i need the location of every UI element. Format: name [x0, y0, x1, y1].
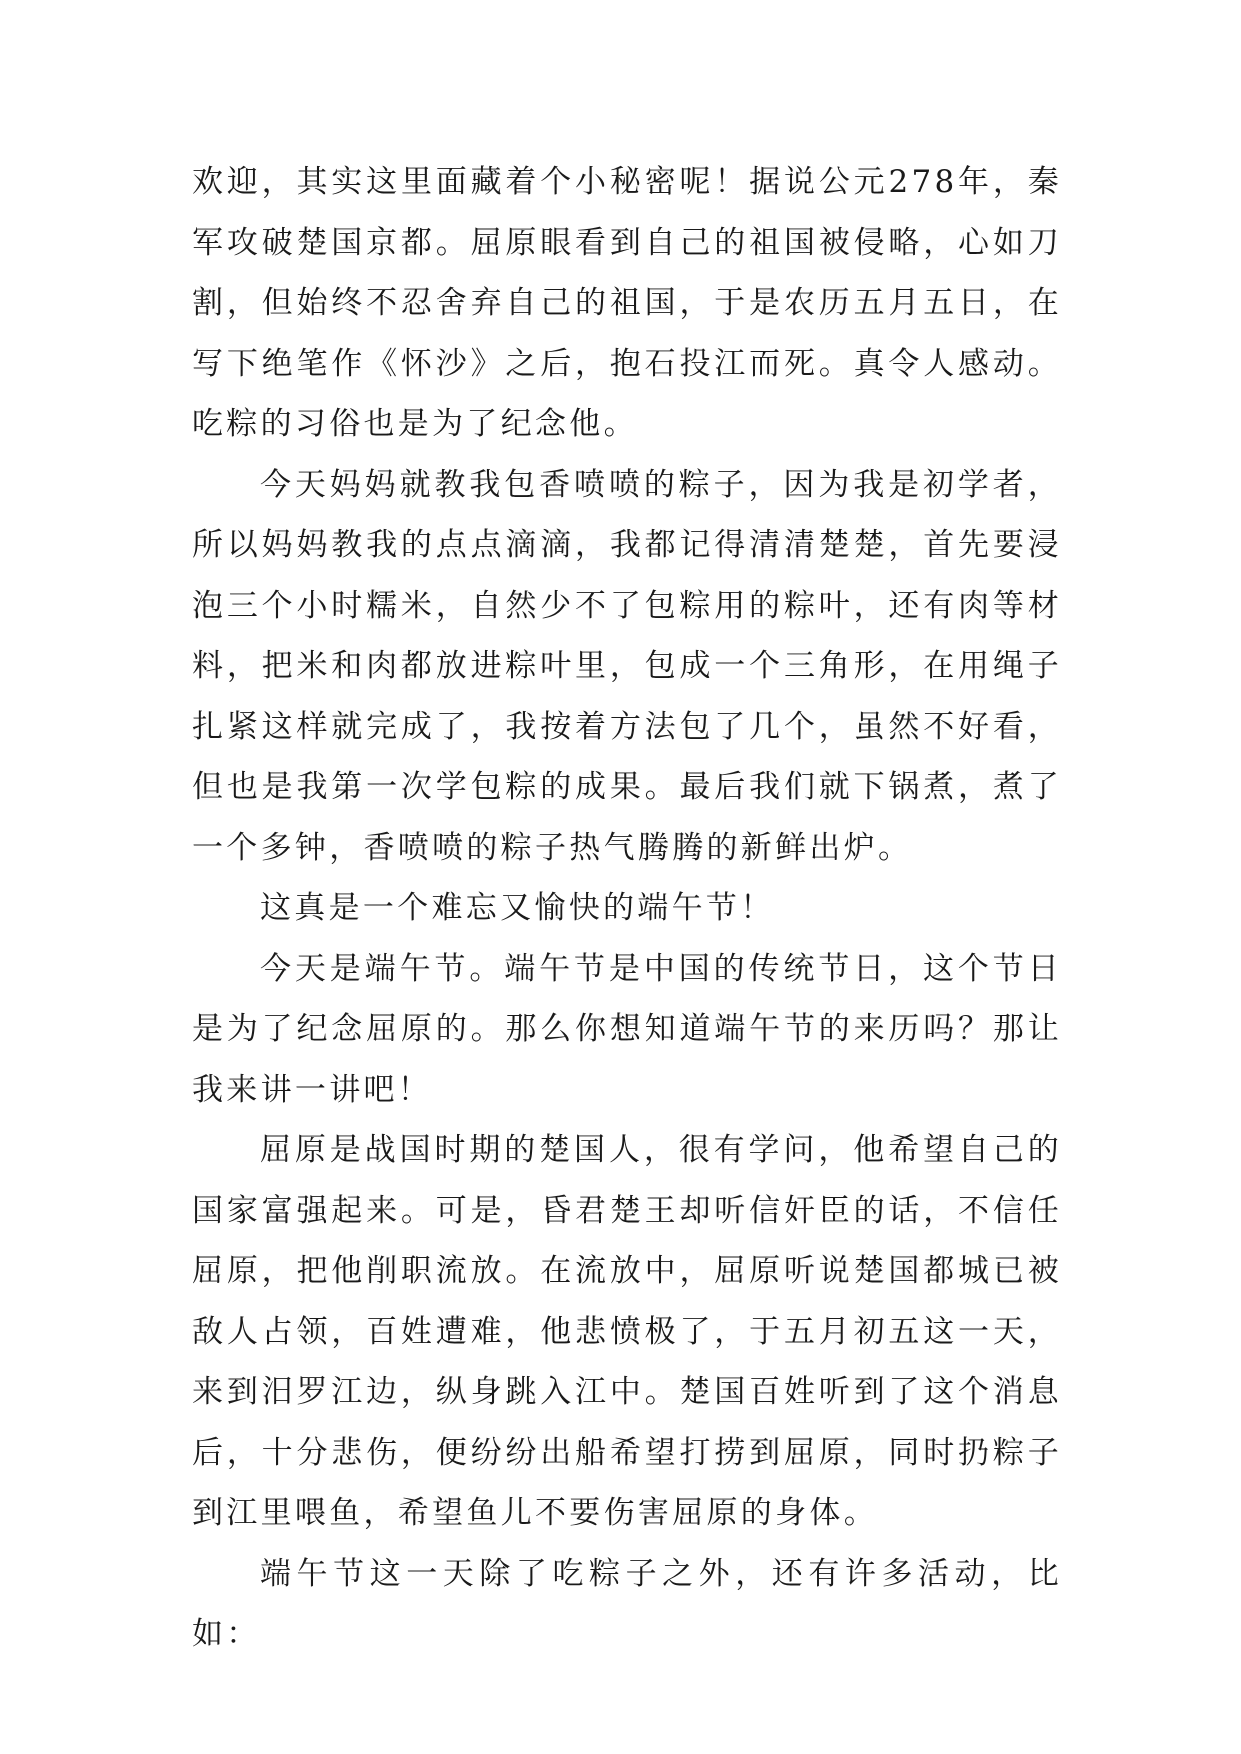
paragraph-dragon-boat-intro: 今天是端午节。端午节是中国的传统节日，这个节日是为了纪念屈原的。那么你想知道端午节的来历吗？那让我来讲一讲吧！: [192, 950, 1062, 1108]
paragraph-making-zongzi: 今天妈妈就教我包香喷喷的粽子，因为我是初学者，所以妈妈教我的点点滴滴，我都记得清清楚楚，首先要浸泡三个小时糯米，自然少不了包粽用的粽叶，还有肉等材料，把米和肉都放进粽叶里，包成一个三角形，在用绳子扎紧这样就完成了，我按着方法包了几个，虽然不好看，但也是我第一次学包粽的成果。最后我们就下锅煮，煮了一个多钟，香喷喷的粽子热气腾腾的新鲜出炉。: [192, 466, 1062, 866]
paragraph-qu-yuan-story: 屈原是战国时期的楚国人，很有学问，他希望自己的国家富强起来。可是，昏君楚王却听信奸臣的话，不信任屈原，把他削职流放。在流放中，屈原听说楚国都城已被敌人占领，百姓遭难，他悲愤极了，于五月初五这一天，来到汨罗江边，纵身跳入江中。楚国百姓听到了这个消息后，十分悲伤，便纷纷出船希望打捞到屈原，同时扔粽子到江里喂鱼，希望鱼儿不要伤害屈原的身体。: [192, 1132, 1062, 1531]
paragraph-festival-activities: 端午节这一天除了吃粽子之外，还有许多活动，比如：: [192, 1555, 1062, 1652]
document-body: [192, 152, 1062, 1665]
paragraph-memorable-festival: 这真是一个难忘又愉快的端午节！: [260, 890, 775, 926]
paragraph-qu-yuan-legend: 欢迎，其实这里面藏着个小秘密呢！据说公元278年，秦军攻破楚国京都。屈原眼看到自己的祖国被侵略，心如刀割，但始终不忍舍弃自己的祖国，于是农历五月五日，在写下绝笔作《怀沙》之后，抱石投江而死。真令人感动。吃粽的习俗也是为了纪念他。: [192, 164, 1062, 442]
